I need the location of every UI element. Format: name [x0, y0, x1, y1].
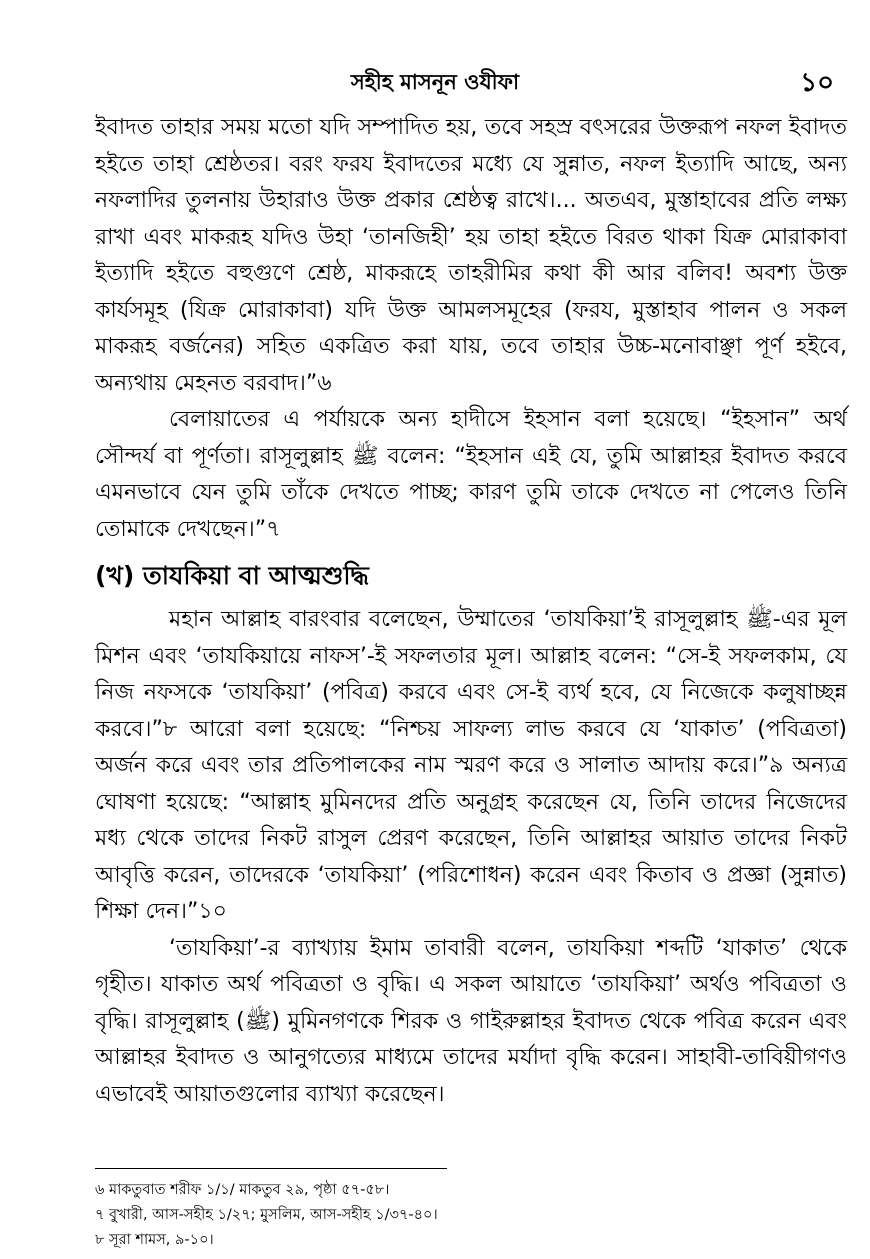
section-heading: (খ) তাযকিয়া বা আত্মশুদ্ধি [95, 561, 369, 590]
footnote-6: ৬ মাকতুবাত শরীফ ১/১/ মাকতুব ২৯, পৃষ্ঠা ৫৭-৫৮। [95, 1182, 390, 1198]
page-number: ১০ [800, 68, 834, 98]
running-title: সহীহ মাসনূন ওযীফা [350, 70, 520, 94]
paragraph-3: মহান আল্লাহ বারংবার বলেছেন, উম্মাতের ‘তাযকিয়া’ই রাসূলুল্লাহ ﷺ-এর মূল মিশন এবং ‘তাযকিয়ায়ে নাফস’-ই সফলতার মূল। আল্লাহ বলেন: “সে-ই সফলকাম, যে নিজ নফসকে ‘তাযকিয়া’ (পবিত্র) করবে এবং সে-ই ব্যর্থ হবে, যে নিজেকে কলুষাচ্ছন্ন করবে।”৮ আরো বলা হয়েছে: “নিশ্চয় সাফল্য লাভ করবে যে ‘যাকাত’ (পবিত্রতা) অর্জন করে এবং তার প্রতিপালকের নাম স্মরণ করে ও সালাত আদায় করে।”৯ অন্যত্র ঘোষণা হয়েছে: “আল্লাহ মুমিনদের প্রতি অনুগ্রহ করেছেন যে, তিনি তাদের নিজেদের মধ্য থেকে তাদের নিকট রাসুল প্রেরণ করেছেন, তিনি আল্লাহর আয়াত তাদের নিকট আবৃত্তি করেন, তাদেরকে ‘তাযকিয়া’ (পরিশোধন) করেন এবং কিতাব ও প্রজ্ঞা (সুন্নাত) শিক্ষা দেন।”১০ [95, 607, 847, 924]
body-text [95, 110, 847, 1113]
footnote-7: ৭ বুখারী, আস-সহীহ ১/২৭; মুসলিম, আস-সহীহ ১/৩৭-৪০। [95, 1207, 438, 1223]
paragraph-4: ‘তাযকিয়া’-র ব্যাখ্যায় ইমাম তাবারী বলেন, তাযকিয়া শব্দটি ‘যাকাত’ থেকে গৃহীত। যাকাত অর্থ পবিত্রতা ও বৃদ্ধি। এ সকল আয়াতে ‘তাযকিয়া’ অর্থও পবিত্রতা ও বৃদ্ধি। রাসূলুল্লাহ (ﷺ) মুমিনগণকে শিরক ও গাইরুল্লাহর ইবাদত থেকে পবিত্র করেন এবং আল্লাহর ইবাদত ও আনুগত্যের মাধ্যমে তাদের মর্যাদা বৃদ্ধি করেন। সাহাবী-তাবিয়ীগণও এভাবেই আয়াতগুলোর ব্যাখ্যা করেছেন। [95, 935, 847, 1107]
footnote-8: ৮ সূরা শামস, ৯-১০। [95, 1232, 214, 1248]
paragraph-1: ইবাদত তাহার সময় মতো যদি সম্পাদিত হয়, তবে সহস্র বৎসরের উক্তরূপ নফল ইবাদত হইতে তাহা শ্রেষ্ঠতর। বরং ফরয ইবাদতের মধ্যে যে সুন্নাত, নফল ইত্যাদি আছে, অন্য নফলাদির তুলনায় উহারাও উক্ত প্রকার শ্রেষ্ঠত্ব রাখে।... অতএব, মুস্তাহাবের প্রতি লক্ষ্য রাখা এবং মাকরূহ যদিও উহা ‘তানজিহী’ হয় তাহা হইতে বিরত থাকা যিক্র মোরাকাবা ইত্যাদি হইতে বহুগুণে শ্রেষ্ঠ, মাকরূহে তাহরীমির কথা কী আর বলিব! অবশ্য উক্ত কার্যসমূহ (যিক্র মোরাকাবা) যদি উক্ত আমলসমূহের (ফরয, মুস্তাহাব পালন ও সকল মাকরূহ বর্জনের) সহিত একত্রিত করা যায়, তবে তাহার উচ্চ-মনোবাঞ্ছা পূর্ণ হইবে, অন্যথায় মেহনত বরবাদ।”৬ [95, 115, 847, 396]
footnotes [95, 1178, 847, 1253]
paragraph-2: বেলায়াতের এ পর্যায়কে অন্য হাদীসে ইহসান বলা হয়েছে। “ইহসান” অর্থ সৌন্দর্য বা পূর্ণতা। রাসূলুল্লাহ ﷺ বলেন: “ইহসান এই যে, তুমি আল্লাহর ইবাদত করবে এমনভাবে যেন তুমি তাঁকে দেখতে পাচ্ছ; কারণ তুমি তাকে দেখতে না পেলেও তিনি তোমাকে দেখছেন।”৭ [95, 407, 847, 542]
footnote-divider [95, 1168, 447, 1169]
